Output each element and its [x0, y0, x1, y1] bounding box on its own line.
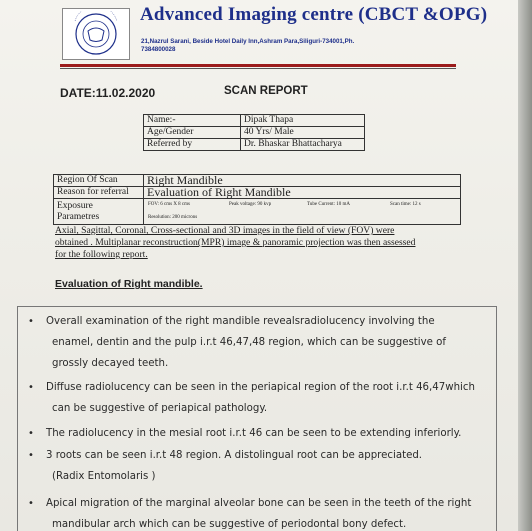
method-line-2: obtained . Multiplanar reconstruction(MPR) image & panoramic projection was then assessed: [55, 237, 416, 248]
table-row: [144, 115, 365, 127]
finding-line: enamel, dentin and the pulp i.r.t 46,47,48 region, which can be suggestive of: [52, 337, 446, 348]
patient-label: Age/Gender: [144, 127, 241, 139]
resolution-value: Resolution: 200 microns: [148, 215, 198, 220]
findings-box: [17, 306, 497, 531]
bullet-icon: •: [28, 450, 34, 461]
finding-line: grossly decayed teeth.: [52, 358, 169, 369]
region-label: Region Of Scan: [54, 175, 144, 187]
header-divider-thin: [60, 68, 456, 69]
finding-line: can be suggestive of periapical pathology.: [52, 403, 268, 414]
exposure-label-line-1: Exposure: [57, 200, 93, 211]
finding-item: [28, 377, 475, 419]
report-title: SCAN REPORT: [224, 85, 308, 97]
method-line-3: for the following report.: [55, 249, 148, 260]
bullet-icon: •: [28, 498, 34, 509]
finding-item: [28, 423, 461, 444]
table-row: [54, 187, 461, 199]
reason-label: Reason for referral: [54, 187, 144, 199]
patient-value: Dr. Bhaskar Bhattacharya: [241, 139, 365, 151]
scan-details-table: [53, 174, 461, 225]
exposure-label-line-2: Parametres: [57, 211, 100, 222]
finding-line: Overall examination of the right mandible revealsradiolucency involving the: [46, 316, 435, 327]
report-date: DATE:11.02.2020: [60, 86, 156, 100]
region-value: Right Mandible: [144, 175, 461, 187]
finding-item: [28, 445, 422, 487]
exposure-parameters: [144, 199, 461, 225]
peak-voltage-value: Peak voltage: 90 kvp: [229, 202, 272, 207]
clinic-logo: [62, 8, 130, 60]
patient-label: Referred by: [144, 139, 241, 151]
address-line-2: 7384800028: [141, 46, 176, 53]
method-line-1: Axial, Sagittal, Coronal, Cross-sectional and 3D images in the field of view (FOV) were: [55, 225, 395, 236]
patient-label: Name:-: [144, 115, 241, 127]
table-row: [144, 139, 365, 151]
method-paragraph: [55, 225, 467, 261]
finding-item: [28, 493, 471, 531]
fov-value: FOV: 6 cms X 8 cms: [148, 202, 190, 207]
finding-line: (Radix Entomolaris ): [52, 471, 156, 482]
tube-current-value: Tube Current: 10 mA: [307, 202, 351, 207]
header-divider-red: [60, 64, 456, 67]
clinic-logo-icon: [67, 11, 125, 57]
evaluation-heading: Evaluation of Right mandible.: [55, 278, 203, 290]
bullet-icon: •: [28, 382, 34, 393]
table-row: [54, 199, 461, 225]
finding-line: The radiolucency in the mesial root i.r.t 46 can be seen to be extending inferiorly.: [46, 428, 462, 439]
patient-value: 40 Yrs/ Male: [241, 127, 365, 139]
clinic-address: [141, 38, 471, 54]
finding-line: 3 roots can be seen i.r.t 48 region. A distolingual root can be appreciated.: [46, 450, 423, 461]
clinic-name: Advanced Imaging centre (CBCT &OPG): [140, 4, 488, 25]
finding-line: Diffuse radiolucency can be seen in the periapical region of the root i.r.t 46,47which: [46, 382, 475, 393]
patient-info-table: [143, 114, 365, 151]
finding-line: mandibular arch which can be suggestive of periodontal bony defect.: [52, 519, 407, 530]
address-line-1: 21,Nazrul Sarani, Beside Hotel Daily Inn,Ashram Para,Siliguri-734001,Ph.: [141, 38, 355, 45]
page-edge-shadow: [518, 0, 532, 531]
patient-value: Dipak Thapa: [241, 115, 365, 127]
reason-value: Evaluation of Right Mandible: [144, 187, 461, 199]
scan-time-value: Scan time: 12 s: [390, 202, 421, 207]
finding-line: Apical migration of the marginal alveolar bone can be seen in the teeth of the right: [46, 498, 472, 509]
bullet-icon: •: [28, 428, 34, 439]
finding-item: [28, 311, 446, 374]
exposure-label: [54, 199, 144, 225]
bullet-icon: •: [28, 316, 34, 327]
table-row: [144, 127, 365, 139]
